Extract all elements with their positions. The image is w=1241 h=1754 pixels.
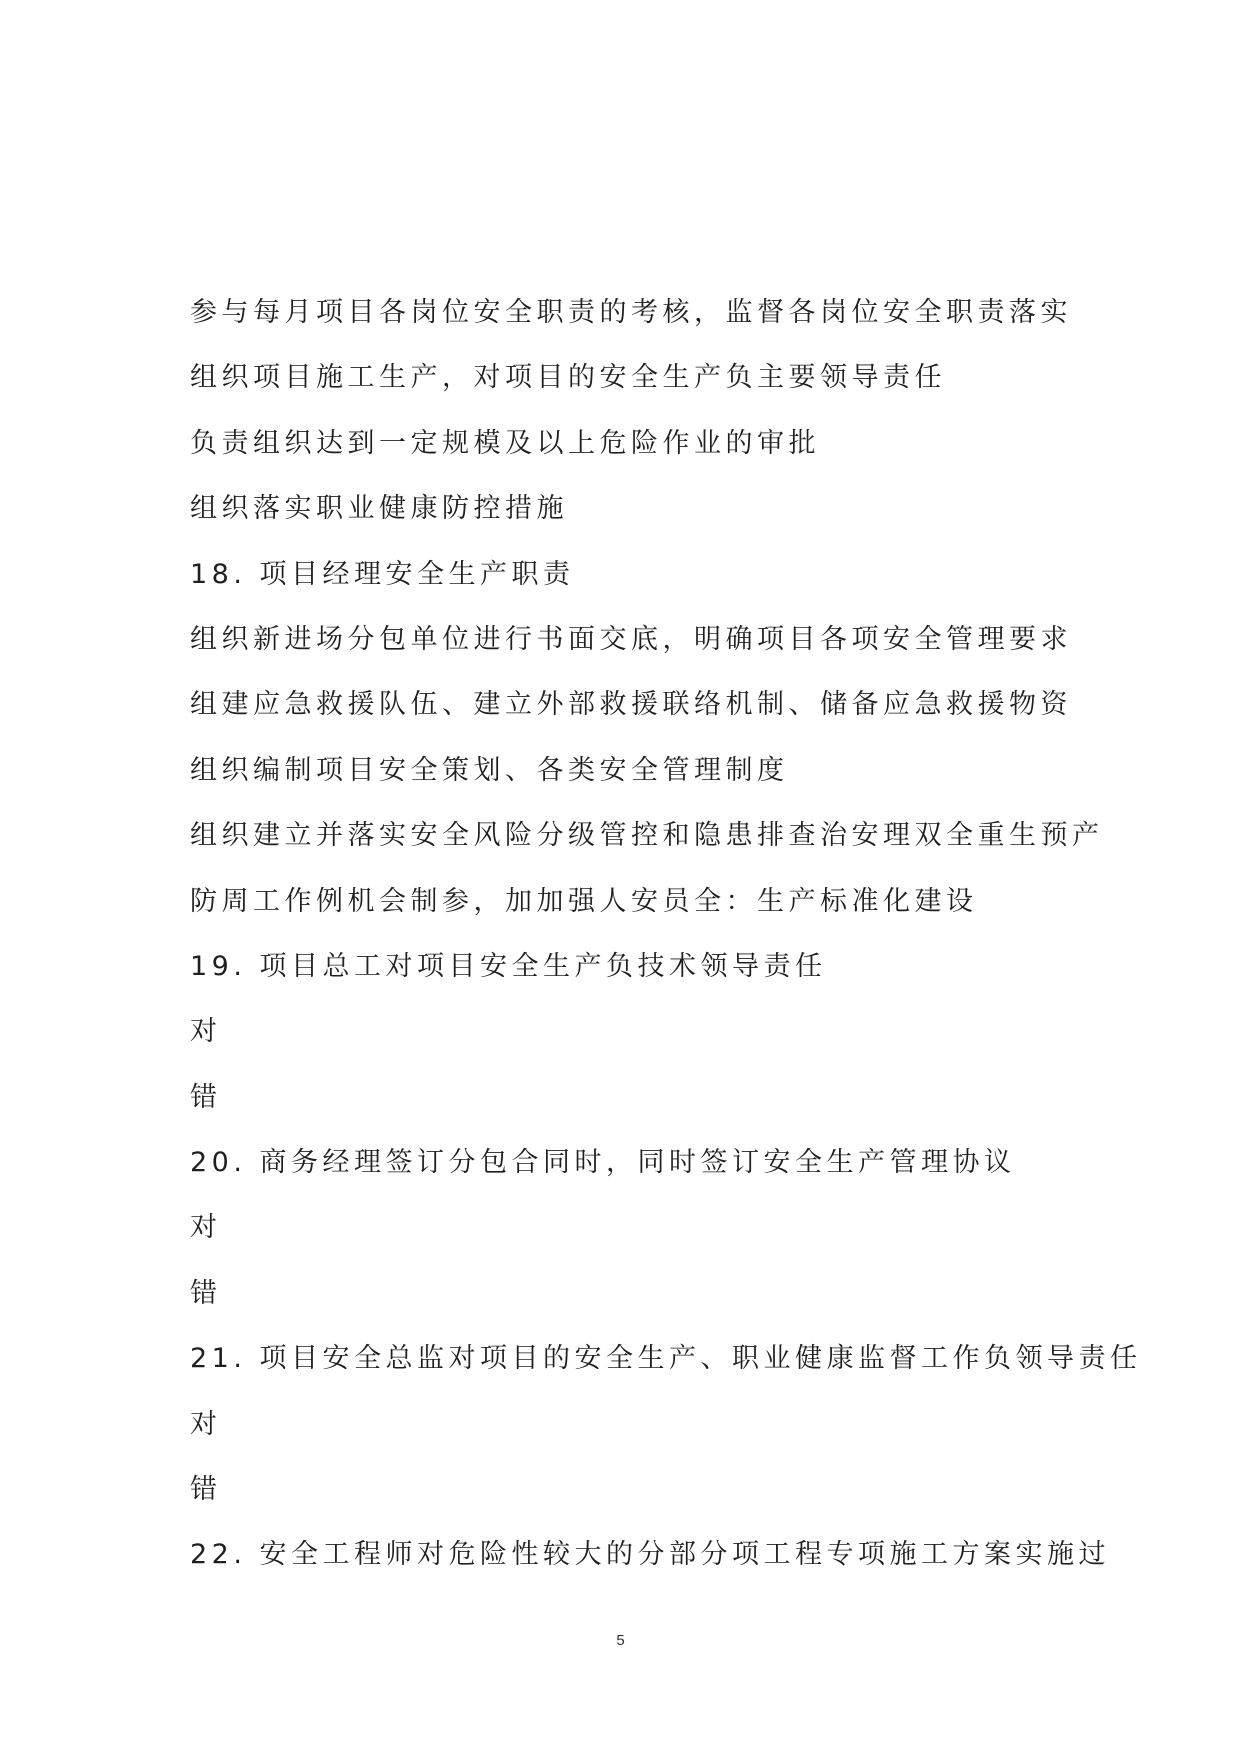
- question-heading: 18. 项目经理安全生产职责: [190, 558, 575, 590]
- text-line: 组织编制项目安全策划、各类安全管理制度: [190, 754, 789, 786]
- question-heading: 22. 安全工程师对危险性较大的分部分项工程专项施工方案实施过: [190, 1539, 1111, 1571]
- page-number: 5: [616, 1632, 625, 1649]
- question-heading: 20. 商务经理签订分包合同时，同时签订安全生产管理协议: [190, 1147, 1016, 1179]
- answer-option-true: 对: [190, 1016, 222, 1048]
- answer-option-true: 对: [190, 1408, 222, 1440]
- answer-option-true: 对: [190, 1212, 222, 1244]
- question-heading: 21. 项目安全总监对项目的安全生产、职业健康监督工作负领导责任: [190, 1343, 1142, 1375]
- text-line: 负责组织达到一定规模及以上危险作业的审批: [190, 427, 820, 459]
- answer-option-false: 错: [190, 1474, 222, 1506]
- text-line: 组织建立并落实安全风险分级管控和隐患排查治安理双全重生预产: [190, 820, 1104, 852]
- text-line: 防周工作例机会制参，加加强人安员全：生产标准化建设: [190, 885, 978, 917]
- text-line: 参与每月项目各岗位安全职责的考核，监督各岗位安全职责落实: [190, 297, 1072, 328]
- answer-option-false: 错: [190, 1081, 222, 1113]
- question-heading: 19. 项目总工对项目安全生产负技术领导责任: [190, 950, 827, 982]
- text-line: 组织项目施工生产，对项目的安全生产负主要领导责任: [190, 362, 946, 394]
- document-body: [190, 292, 1142, 1600]
- answer-option-false: 错: [190, 1277, 222, 1309]
- text-line: 组织新进场分包单位进行书面交底，明确项目各项安全管理要求: [190, 623, 1072, 655]
- text-line: 组织落实职业健康防控措施: [190, 493, 568, 525]
- text-line: 组建应急救援队伍、建立外部救援联络机制、储备应急救援物资: [190, 689, 1072, 721]
